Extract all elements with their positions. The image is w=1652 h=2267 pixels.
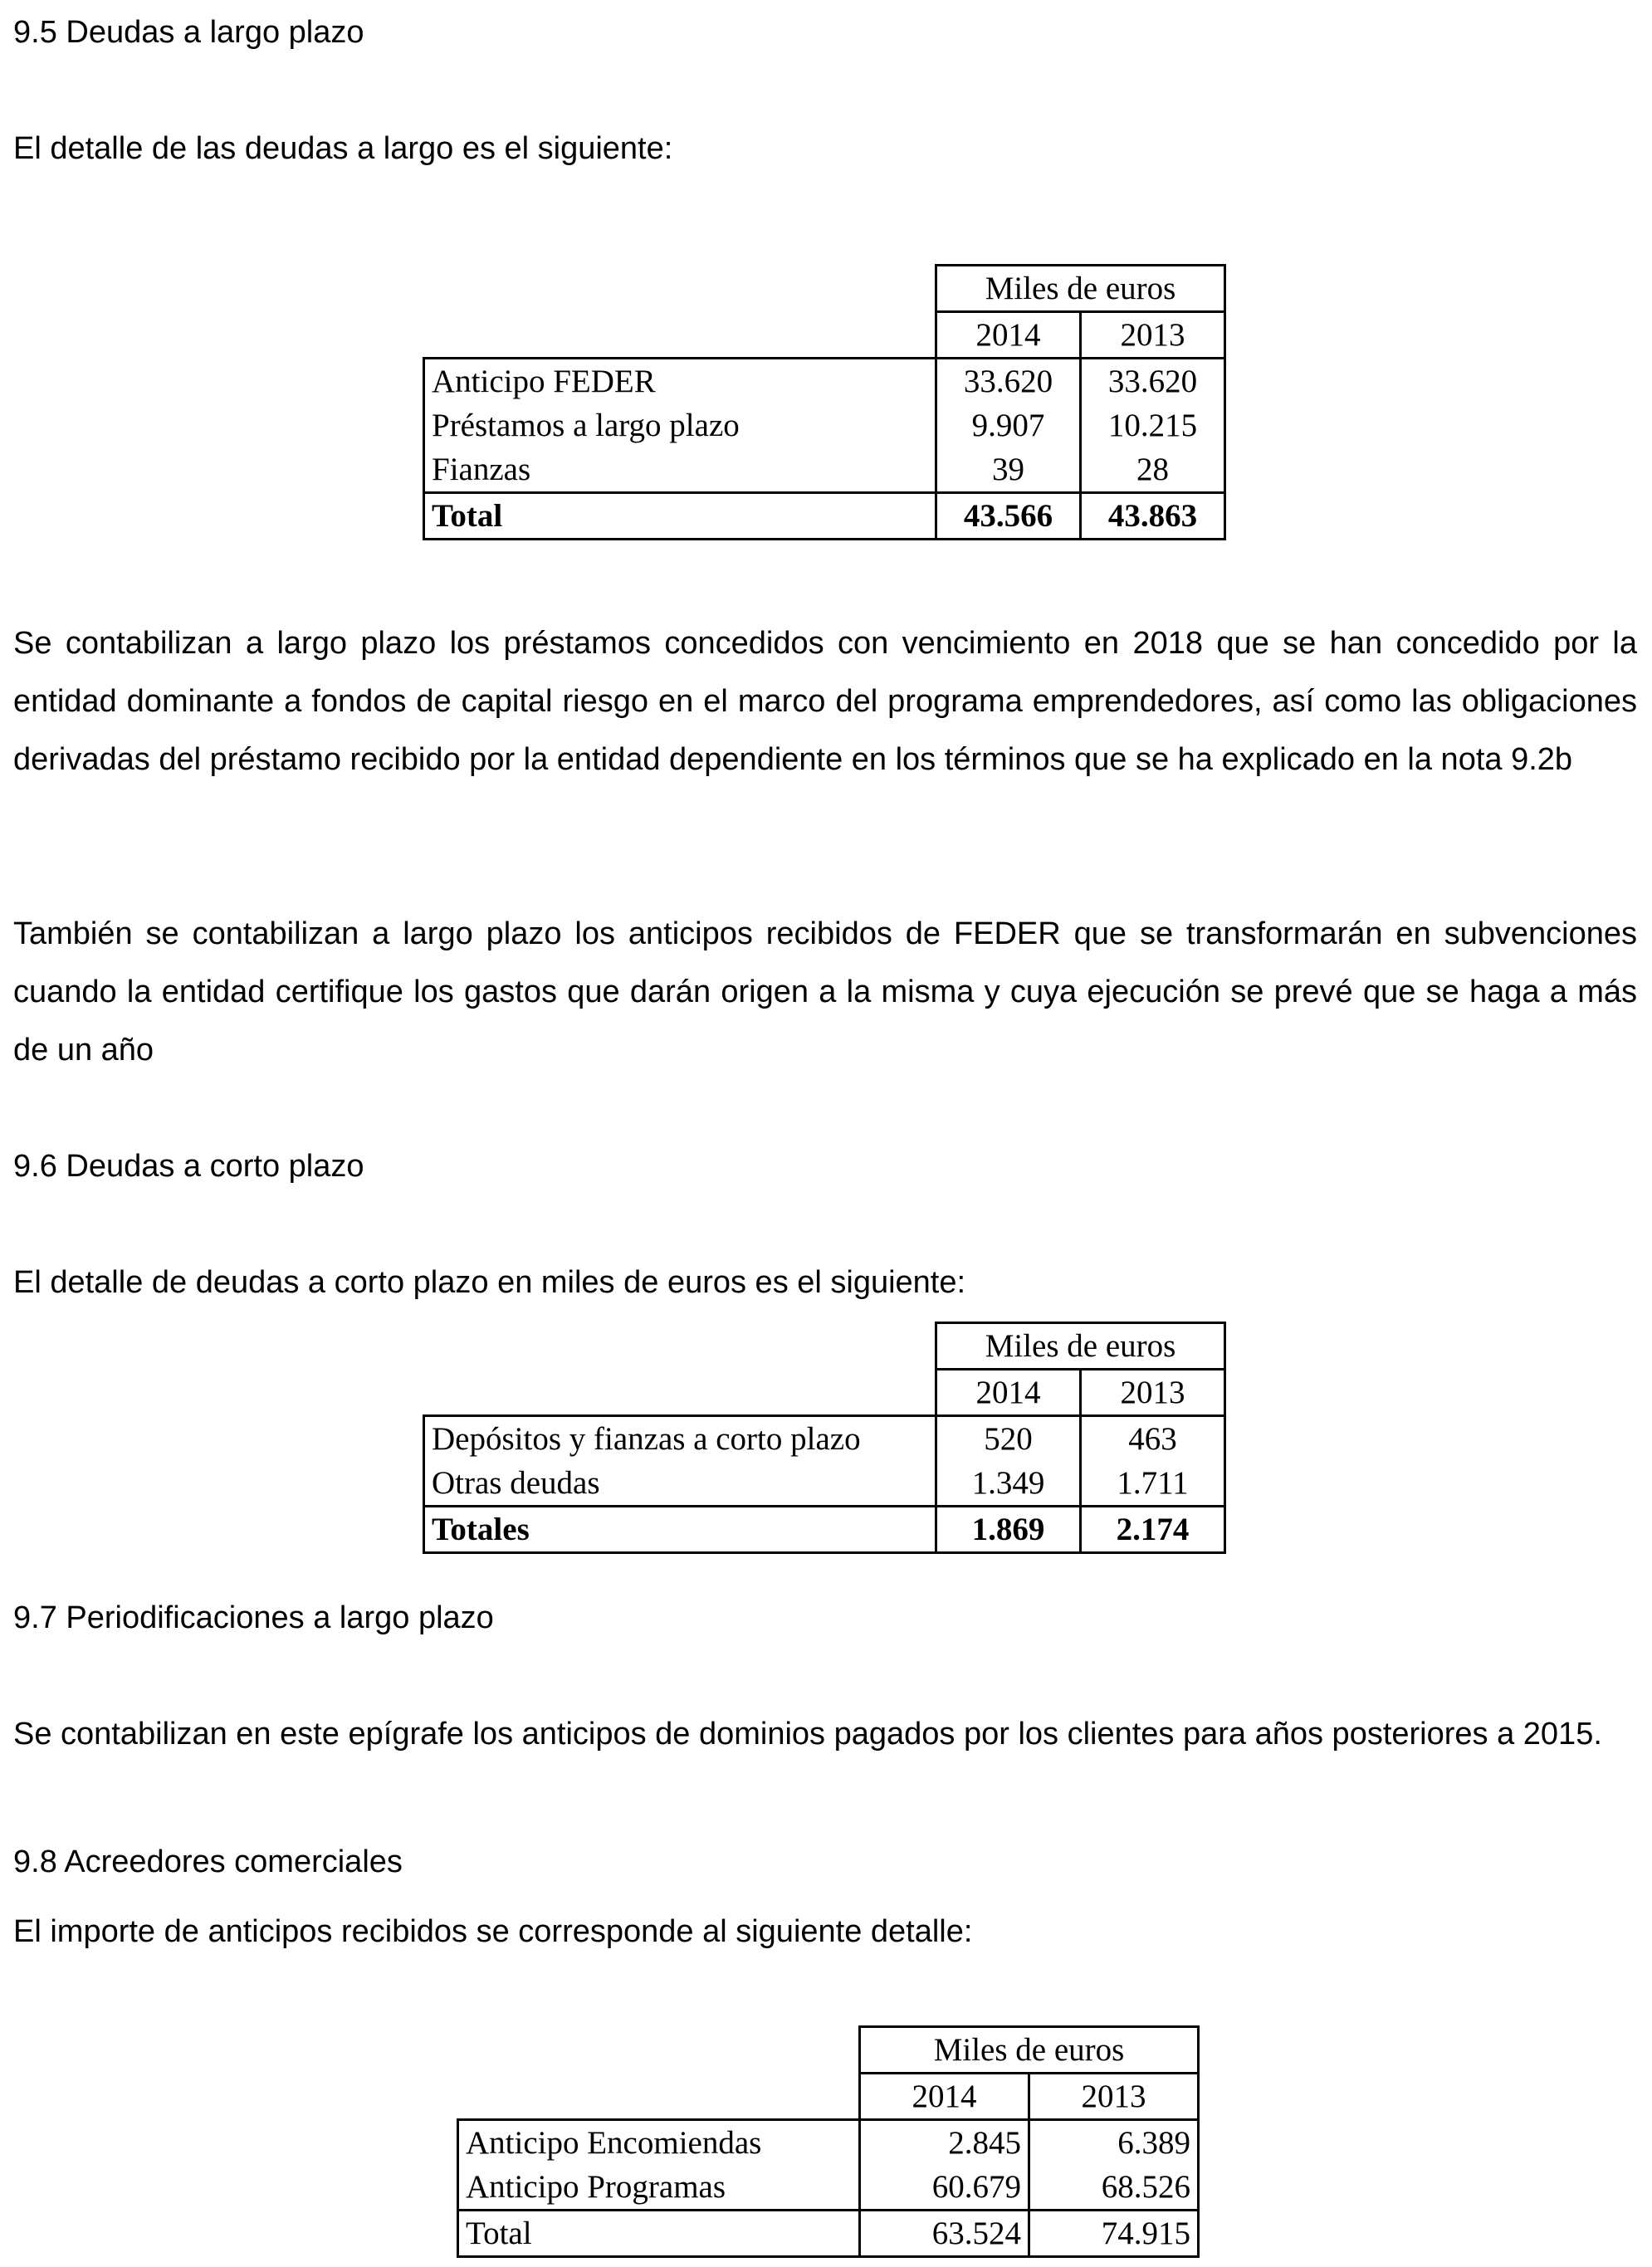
table-row xyxy=(424,447,1225,493)
total-row xyxy=(424,493,1225,540)
long-term-debt-table xyxy=(423,264,1226,540)
total-label: Totales xyxy=(424,1507,936,1553)
section-9-5-intro: El detalle de las deudas a largo es el siguiente: xyxy=(13,131,673,166)
section-9-8-heading: 9.8 Acreedores comerciales xyxy=(13,1844,403,1879)
year-header-2013: 2013 xyxy=(1029,2074,1199,2120)
year-header-2013: 2013 xyxy=(1081,1370,1225,1416)
unit-header: Miles de euros xyxy=(936,266,1225,312)
total-label: Total xyxy=(424,493,936,540)
unit-header: Miles de euros xyxy=(936,1323,1225,1370)
value-2014: 33.620 xyxy=(936,359,1081,404)
table-row xyxy=(424,359,1225,404)
table-row xyxy=(424,1461,1225,1507)
section-9-7-paragraph: Se contabilizan en este epígrafe los anticipos de dominios pagados por los clientes para años posteriores a 2015. xyxy=(13,1717,1602,1752)
total-2014: 43.566 xyxy=(936,493,1081,540)
value-2013: 68.526 xyxy=(1029,2165,1199,2211)
row-label: Depósitos y fianzas a corto plazo xyxy=(424,1416,936,1462)
row-label: Fianzas xyxy=(424,447,936,493)
table-row xyxy=(424,1416,1225,1462)
table-row xyxy=(458,2120,1199,2166)
year-header-2014: 2014 xyxy=(936,1370,1081,1416)
value-2013: 33.620 xyxy=(1081,359,1225,404)
total-2014: 1.869 xyxy=(936,1507,1081,1553)
row-label: Préstamos a largo plazo xyxy=(424,403,936,447)
table-row xyxy=(458,2165,1199,2211)
section-9-6-heading: 9.6 Deudas a corto plazo xyxy=(13,1149,364,1184)
total-label: Total xyxy=(458,2211,860,2257)
row-label: Otras deudas xyxy=(424,1461,936,1507)
value-2014: 520 xyxy=(936,1416,1081,1462)
section-9-7-heading: 9.7 Periodificaciones a largo plazo xyxy=(13,1600,494,1635)
year-header-2014: 2014 xyxy=(936,312,1081,359)
row-label: Anticipo Programas xyxy=(458,2165,860,2211)
value-2013: 463 xyxy=(1081,1416,1225,1462)
section-9-8-intro: El importe de anticipos recibidos se corresponde al siguiente detalle: xyxy=(13,1914,973,1949)
value-2013: 28 xyxy=(1081,447,1225,493)
advances-table xyxy=(457,2025,1200,2258)
section-9-5-heading: 9.5 Deudas a largo plazo xyxy=(13,15,364,50)
value-2014: 60.679 xyxy=(860,2165,1029,2211)
value-2013: 10.215 xyxy=(1081,403,1225,447)
section-9-5-paragraph-1: Se contabilizan a largo plazo los préstamos concedidos con vencimiento en 2018 que se han concedido por la entidad dominante a fondos de capital riesgo en el marco del programa emprendedores, así como las obligaciones derivadas del préstamo recibido por la entidad dependiente en los términos que se ha explicado en la nota 9.2b xyxy=(13,626,1637,777)
section-9-5-paragraph-2: También se contabilizan a largo plazo los anticipos recibidos de FEDER que se transformarán en subvenciones cuando la entidad certifique los gastos que darán origen a la misma y cuya ejecución se prevé que se haga a más de un año xyxy=(13,916,1637,1068)
value-2014: 39 xyxy=(936,447,1081,493)
year-header-2013: 2013 xyxy=(1081,312,1225,359)
unit-header: Miles de euros xyxy=(860,2027,1199,2074)
total-2013: 43.863 xyxy=(1081,493,1225,540)
row-label: Anticipo FEDER xyxy=(424,359,936,404)
total-2013: 2.174 xyxy=(1081,1507,1225,1553)
row-label: Anticipo Encomiendas xyxy=(458,2120,860,2166)
year-header-2014: 2014 xyxy=(860,2074,1029,2120)
value-2014: 2.845 xyxy=(860,2120,1029,2166)
section-9-6-intro: El detalle de deudas a corto plazo en miles de euros es el siguiente: xyxy=(13,1265,966,1300)
table-row xyxy=(424,403,1225,447)
total-2013: 74.915 xyxy=(1029,2211,1199,2257)
total-row xyxy=(458,2211,1199,2257)
short-term-debt-table xyxy=(423,1322,1226,1554)
value-2014: 9.907 xyxy=(936,403,1081,447)
value-2013: 6.389 xyxy=(1029,2120,1199,2166)
total-2014: 63.524 xyxy=(860,2211,1029,2257)
value-2014: 1.349 xyxy=(936,1461,1081,1507)
total-row xyxy=(424,1507,1225,1553)
value-2013: 1.711 xyxy=(1081,1461,1225,1507)
